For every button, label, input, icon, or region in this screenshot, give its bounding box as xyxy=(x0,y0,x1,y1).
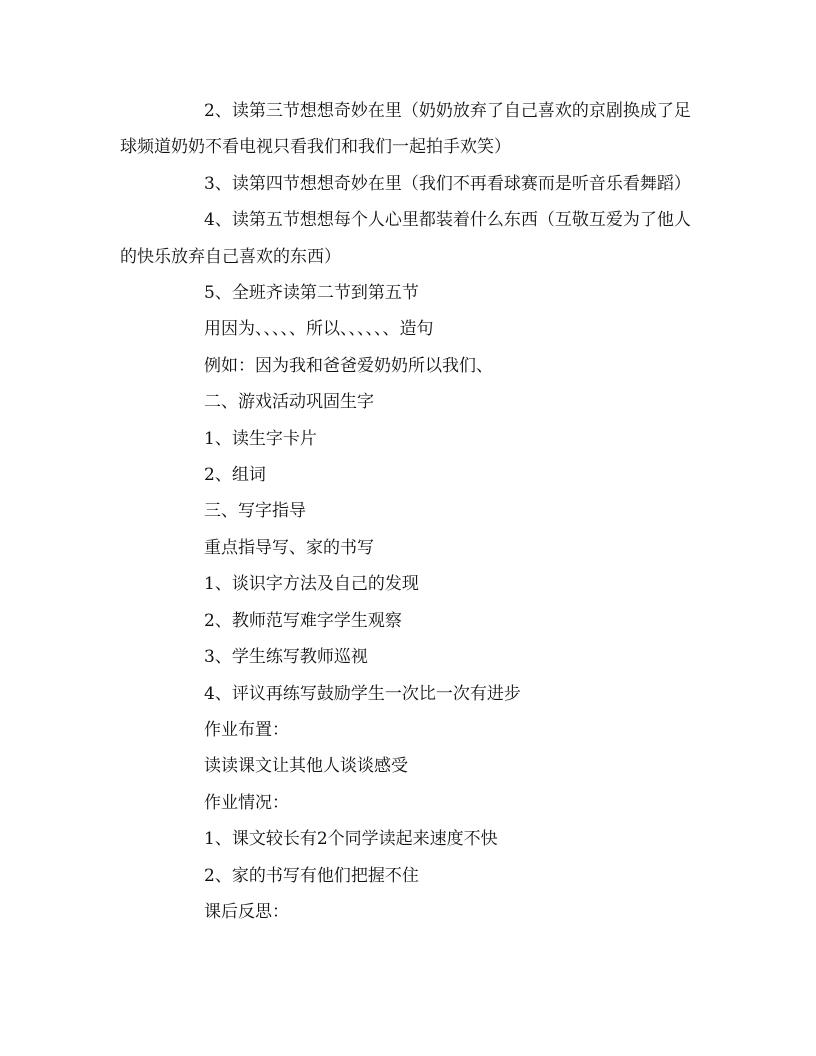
document-body xyxy=(120,93,700,930)
paragraph-step-3: 3、读第四节想想奇妙在里（我们不再看球赛而是听音乐看舞蹈） xyxy=(204,173,691,194)
paragraph-read-cards: 1、读生字卡片 xyxy=(204,428,317,449)
paragraph-writing-3: 3、学生练写教师巡视 xyxy=(204,647,368,668)
section-heading-game: 二、游戏活动巩固生字 xyxy=(204,392,374,413)
heading-reflection: 课后反思： xyxy=(204,901,289,922)
paragraph-step-4: 4、读第五节想想每个人心里都装着什么东西（互敬互爱为了他人的快乐放弃自己喜欢的东西） xyxy=(120,210,691,267)
paragraph-writing-4: 4、评议再练写鼓励学生一次比一次有进步 xyxy=(204,683,521,704)
paragraph-homework: 读读课文让其他人谈谈感受 xyxy=(204,756,408,777)
heading-homework: 作业布置： xyxy=(204,719,289,740)
section-heading-writing: 三、写字指导 xyxy=(204,501,306,522)
paragraph-writing-1: 1、谈识字方法及自己的发现 xyxy=(204,574,419,595)
paragraph-status-1: 1、课文较长有2个同学读起来速度不快 xyxy=(204,829,498,850)
paragraph-status-2: 2、家的书写有他们把握不住 xyxy=(204,865,419,886)
paragraph-word-groups: 2、组词 xyxy=(204,465,266,486)
paragraph-writing-focus: 重点指导写、家的书写 xyxy=(204,537,374,558)
paragraph-step-2: 2、读第三节想想奇妙在里（奶奶放弃了自己喜欢的京剧换成了足球频道奶奶不看电视只看我们和我们一起拍手欢笑） xyxy=(120,101,691,158)
paragraph-writing-2: 2、教师范写难字学生观察 xyxy=(204,610,402,631)
paragraph-step-5: 5、全班齐读第二节到第五节 xyxy=(204,283,419,304)
paragraph-example: 例如：因为我和爸爸爱奶奶所以我们、 xyxy=(204,355,493,376)
paragraph-sentence-pattern: 用因为、、、、、所以、、、、、、造句 xyxy=(204,319,434,340)
heading-homework-status: 作业情况： xyxy=(204,792,289,813)
